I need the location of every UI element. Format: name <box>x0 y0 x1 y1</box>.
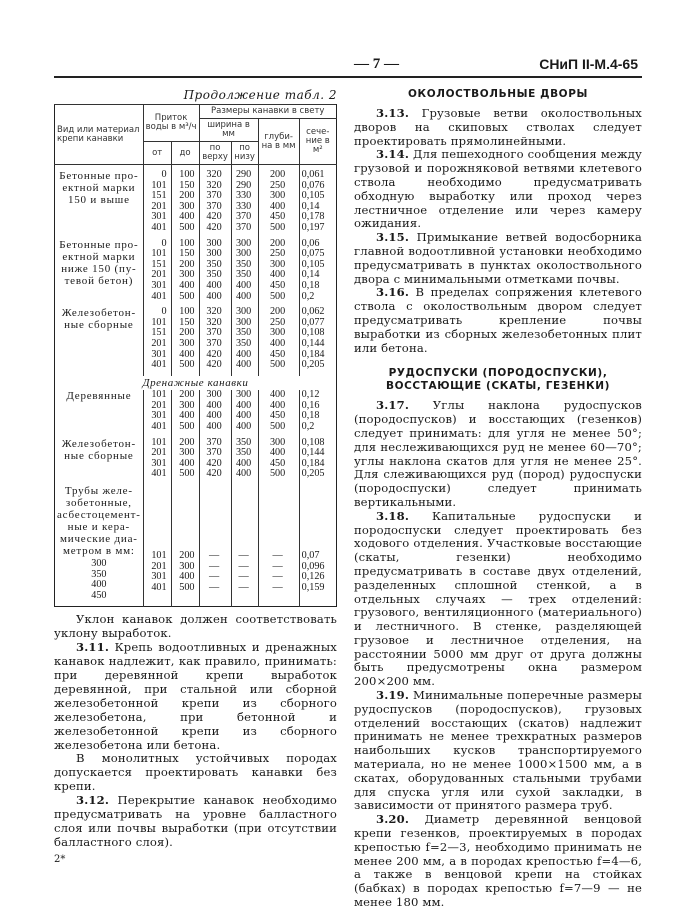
cell-value: 201 <box>151 200 167 212</box>
diameter-value: 300 <box>91 558 107 570</box>
inflow-to-cell <box>171 390 199 432</box>
gap-cell <box>55 601 144 607</box>
cell-value: 300 <box>235 389 252 401</box>
cell-value: 400 <box>206 421 222 433</box>
cell-value: 0,07 <box>301 550 320 562</box>
width-top-cell <box>199 307 231 371</box>
width-bottom-cell <box>231 170 258 234</box>
cell-value: 0 <box>161 169 167 180</box>
cell-value: 450 <box>269 279 286 291</box>
cell-value: 0 <box>161 237 167 249</box>
paragraph-3-16: 3.16. В пределах сопряжения клетевого ствола с околоствольным двором следует предусматривать крепление почвы выработки из сборных железобетонных плит или бетона. <box>354 285 642 355</box>
cell-value: 420 <box>206 221 222 233</box>
cell-value: — <box>272 581 283 593</box>
cell-value: 301 <box>151 571 167 583</box>
cell-value: 201 <box>151 560 167 572</box>
cell-value: 420 <box>206 359 222 371</box>
cell-value: 500 <box>179 468 195 480</box>
paragraph-3-14: 3.14. Для пешеходного сообщения между грузовой и порожняковой ветвями клетевого ствола необходимо предусматривать обходную выработку или проход через лестничное отделение или через камеру ожидания. <box>354 147 642 231</box>
cell-value: 500 <box>179 581 195 593</box>
cell-value: 0,18 <box>301 279 320 291</box>
section-cell <box>299 438 336 480</box>
clause-number: 3.11. <box>76 640 110 655</box>
cell-value: 500 <box>179 359 195 371</box>
col-header-width: ширина в мм <box>199 119 258 142</box>
cell-value: 450 <box>269 348 286 360</box>
cell-value: 200 <box>179 389 195 401</box>
cell-value: 400 <box>206 410 222 422</box>
cell-value: 500 <box>269 290 286 302</box>
width-top-cell <box>199 438 231 480</box>
cell-value: 0,06 <box>301 237 320 249</box>
cell-value: 150 <box>179 248 195 260</box>
cell-value: 400 <box>179 457 195 469</box>
cell-value: 400 <box>235 468 252 480</box>
cell-value: 350 <box>235 269 252 281</box>
page-number: — 7 — <box>354 56 399 72</box>
cell-value: 290 <box>235 179 252 191</box>
depth-cell <box>258 390 299 432</box>
cell-value: 201 <box>151 447 167 459</box>
cell-value: 200 <box>269 169 286 180</box>
table-body <box>55 165 337 607</box>
cell-value: 300 <box>206 248 222 260</box>
cell-value: 301 <box>151 410 167 422</box>
paragraph-3-12: 3.12. Перекрытие канавок необходимо предусматривать на уровне балластного слоя или почвы выработки (при отсутствии балластного слоя). <box>54 793 337 849</box>
paragraph-3-11: 3.11. Крепь водоотливных и дренажных канавок надлежит, как правило, принимать: при деревянной крепи выработок деревянной, при стальной или сборной железобетонной крепи из сборного железобетона, при бетонной и железобетонной крепи из сборного железобетона или бетона. <box>54 640 337 752</box>
cell-value: 0,184 <box>301 457 325 469</box>
cell-value: 350 <box>235 337 252 349</box>
cell-value: 320 <box>206 169 222 180</box>
cell-value: 370 <box>235 221 252 233</box>
cell-value: 400 <box>269 337 286 349</box>
cell-value: 370 <box>206 190 222 202</box>
inflow-from-cell <box>143 307 171 371</box>
inflow-to-cell <box>171 307 199 371</box>
cell-value: 100 <box>179 169 195 180</box>
cell-value: 0,075 <box>301 248 325 260</box>
cell-value: — <box>272 571 283 583</box>
cell-value: 0,076 <box>301 179 325 191</box>
section-heading-ore-passes: РУДОСПУСКИ (ПОРОДОСПУСКИ), ВОССТАЮЩИЕ (СКАТЫ, ГЕЗЕНКИ) <box>385 367 611 393</box>
cell-value: 370 <box>206 200 222 212</box>
cell-value: 370 <box>206 337 222 349</box>
cell-value: 300 <box>179 447 195 459</box>
cell-value: — <box>208 560 220 572</box>
cell-value: 0,197 <box>301 221 325 233</box>
cell-value: 0,126 <box>301 571 325 583</box>
cell-value: 0,178 <box>301 211 325 223</box>
cell-value: 300 <box>235 248 252 260</box>
cell-value: 200 <box>269 237 286 249</box>
width-top-cell <box>199 390 231 432</box>
table-row-group <box>55 438 337 480</box>
cell-value: 350 <box>235 258 252 270</box>
col-header-bottom: по низу <box>231 142 258 165</box>
table-row-group <box>55 390 337 432</box>
cell-value: 400 <box>206 290 222 302</box>
inflow-to-cell <box>171 170 199 234</box>
table-row-group <box>55 485 337 601</box>
cell-value: 151 <box>151 258 167 270</box>
inflow-to-cell <box>171 438 199 480</box>
drainage-section-title: Дренажные канавки <box>55 376 337 391</box>
cell-value: 250 <box>269 248 286 260</box>
cell-value: 370 <box>235 211 252 223</box>
cell-value: 400 <box>269 447 286 459</box>
cell-value: 300 <box>206 389 222 401</box>
cell-value: 400 <box>179 410 195 422</box>
table-row-group <box>55 307 337 371</box>
section-cell <box>299 170 336 234</box>
cell-value: 400 <box>235 279 252 291</box>
paragraph-3-18: 3.18. Капитальные рудоспуски и породоспуски следует проектировать без ходового отделения. Участковые восстающие (скаты, гезенки) необходимо предусматривать в составе двух отделений, разделенных сплошной стенкой, а в отдельных случаях — трех отделений: грузового, вентиляционного (материального) и лестничного. В стенке, разделяющей грузовое и лестничное отделения, на расстоянии 5000 мм друг от друга должны быть предусмотрены окна размером 200×200 мм. <box>354 508 642 689</box>
cell-value: 500 <box>269 221 286 233</box>
cell-value: 151 <box>151 190 167 202</box>
cell-value: 400 <box>235 399 252 411</box>
paragraph-3-19: 3.19. Минимальные поперечные размеры рудоспусков (породоспусков), грузовых отделений восстающих (скатов) надлежит принимать не менее трехкратных размеров наибольших кусков транспортируемого материала, но не менее 1000×1500 мм, а в скатах, оборудованных стальными трубами для спуска угля или сухой закладки, в зависимости от принятого размера труб. <box>354 688 642 813</box>
cell-value: 400 <box>235 348 252 360</box>
paragraph-3-17: 3.17. Углы наклона рудоспусков (породоспусков) и восстающих (гезенков) следует принимать: для угля не менее 50°; для неслеживающихся руд не менее 60—70°; углы наклона скатов для угля не менее 25°. Для слеживающихся руд (пород) рудоспуски (породоспуски) следует принимать вертикальными. <box>354 398 642 509</box>
section-row-drainage <box>55 376 337 391</box>
cell-value: 0,144 <box>301 447 325 459</box>
width-bottom-cell <box>231 239 258 303</box>
cell-value: 0,159 <box>301 581 325 593</box>
cell-value: 400 <box>269 200 286 212</box>
diameter-value: 350 <box>91 568 107 580</box>
cell-value: 401 <box>151 468 167 480</box>
diameter-value: 400 <box>91 579 107 591</box>
cell-value: 400 <box>179 348 195 360</box>
cell-value: 330 <box>235 200 252 212</box>
cell-value: 300 <box>179 200 195 212</box>
cell-value: 500 <box>179 421 195 433</box>
cell-value: 500 <box>269 359 286 371</box>
inflow-from-cell <box>143 485 171 601</box>
gap-cell <box>199 601 231 607</box>
col-header-dimensions: Размеры канавки в свету <box>199 105 337 119</box>
depth-cell <box>258 485 299 601</box>
cell-value: 400 <box>235 359 252 371</box>
cell-value: 0,105 <box>301 258 325 270</box>
drainage-table <box>54 104 337 607</box>
gap-cell <box>171 601 199 607</box>
cell-value: 200 <box>179 436 195 448</box>
width-bottom-cell <box>231 390 258 432</box>
cell-value: 200 <box>179 190 195 202</box>
cell-value: 320 <box>206 306 222 318</box>
cell-value: 500 <box>269 468 286 480</box>
cell-value: 330 <box>235 190 252 202</box>
depth-cell <box>258 438 299 480</box>
cell-value: 300 <box>179 337 195 349</box>
inflow-from-cell <box>143 239 171 303</box>
cell-value: 401 <box>151 359 167 371</box>
cell-value: 400 <box>269 399 286 411</box>
inflow-from-cell <box>143 438 171 480</box>
cell-value: 400 <box>206 399 222 411</box>
cell-value: 101 <box>151 248 167 260</box>
cell-value: 0,12 <box>301 389 320 401</box>
width-bottom-cell <box>231 438 258 480</box>
inflow-from-cell <box>143 390 171 432</box>
cell-value: — <box>238 560 249 572</box>
cell-value: 151 <box>151 327 167 339</box>
width-bottom-cell <box>231 307 258 371</box>
cell-value: 101 <box>151 389 167 401</box>
col-header-inflow: Приток воды в м³/ч <box>143 105 199 142</box>
depth-cell <box>258 170 299 234</box>
cell-value: 300 <box>206 237 222 249</box>
cell-value: 400 <box>179 571 195 583</box>
cell-value: — <box>238 550 249 562</box>
cell-value: 500 <box>179 221 195 233</box>
cell-value: 400 <box>269 389 286 401</box>
paragraph-slope: Уклон канавок должен соответствовать уклону выработок. <box>54 612 337 641</box>
cell-value: 200 <box>179 327 195 339</box>
section-heading-shaft-yards: ОКОЛОСТВОЛЬНЫЕ ДВОРЫ <box>408 88 588 100</box>
cell-value: 400 <box>179 211 195 223</box>
col-header-from: от <box>143 142 171 165</box>
cell-value: 300 <box>179 560 195 572</box>
width-top-cell <box>199 239 231 303</box>
col-header-section: сече- ние в м² <box>299 119 336 165</box>
cell-value: 300 <box>235 306 252 318</box>
left-column <box>54 88 337 865</box>
page-header <box>54 56 642 78</box>
cell-value: 0 <box>161 306 167 318</box>
diameter-value: 450 <box>91 589 107 601</box>
cell-value: 350 <box>206 258 222 270</box>
cell-value: 300 <box>269 436 286 448</box>
cell-value: 0,108 <box>301 436 325 448</box>
cell-value: 420 <box>206 457 222 469</box>
cell-value: 350 <box>235 447 252 459</box>
right-column <box>354 88 642 910</box>
cell-value: 101 <box>151 436 167 448</box>
cell-value: 320 <box>206 316 222 328</box>
cell-value: — <box>272 550 283 562</box>
cell-value: 150 <box>179 316 195 328</box>
cell-value: 0,061 <box>301 169 325 180</box>
cell-value: 0,144 <box>301 337 325 349</box>
row-label: Железобетон- ные сборные <box>55 307 144 371</box>
col-header-top: по верху <box>199 142 231 165</box>
cell-value: — <box>238 571 249 583</box>
cell-value: 0,077 <box>301 316 325 328</box>
row-label: Железобетон- ные сборные <box>55 438 144 480</box>
cell-value: 201 <box>151 399 167 411</box>
width-top-cell <box>199 485 231 601</box>
cell-value: — <box>208 550 220 562</box>
width-bottom-cell <box>231 485 258 601</box>
inflow-to-cell <box>171 485 199 601</box>
cell-value: 0,062 <box>301 306 325 318</box>
gap-cell <box>143 601 171 607</box>
cell-value: 300 <box>235 237 252 249</box>
cell-value: 101 <box>151 179 167 191</box>
cell-value: 400 <box>235 457 252 469</box>
cell-value: 201 <box>151 269 167 281</box>
width-top-cell <box>199 170 231 234</box>
document-code: СНиП II-М.4-65 <box>539 56 638 72</box>
cell-value: 0,14 <box>301 200 320 212</box>
cell-value: 350 <box>235 436 252 448</box>
cell-value: 401 <box>151 581 167 593</box>
cell-value: 300 <box>179 269 195 281</box>
cell-value: 301 <box>151 211 167 223</box>
cell-value: 400 <box>235 290 252 302</box>
cell-value: 500 <box>269 421 286 433</box>
paragraph-3-13: 3.13. Грузовые ветви околоствольных дворов на скиповых стволах следует проектировать прямолинейными. <box>354 106 642 148</box>
cell-value: 0,2 <box>301 290 315 302</box>
signature-mark: 2* <box>54 853 66 865</box>
cell-value: 300 <box>269 327 286 339</box>
cell-value: 301 <box>151 279 167 291</box>
section-cell <box>299 485 336 601</box>
cell-value: 100 <box>179 306 195 318</box>
cell-value: 420 <box>206 211 222 223</box>
cell-value: 200 <box>179 258 195 270</box>
cell-value: 0,18 <box>301 410 320 422</box>
col-header-material: Вид или материал крепи канавки <box>55 105 144 165</box>
section-cell <box>299 239 336 303</box>
cell-value: 150 <box>179 179 195 191</box>
cell-value: 300 <box>235 316 252 328</box>
gap-cell <box>258 601 299 607</box>
cell-value: 370 <box>206 447 222 459</box>
cell-value: 370 <box>206 327 222 339</box>
cell-value: 450 <box>269 457 286 469</box>
paragraph-monolithic: В монолитных устойчивых породах допускается проектировать канавки без крепи. <box>54 751 337 794</box>
cell-value: 200 <box>179 550 195 562</box>
cell-value: 400 <box>235 421 252 433</box>
cell-value: 0,096 <box>301 560 325 572</box>
cell-value: 400 <box>206 279 222 291</box>
gap-cell <box>231 601 258 607</box>
cell-value: 370 <box>206 436 222 448</box>
cell-value: 400 <box>269 269 286 281</box>
cell-value: 200 <box>269 306 286 318</box>
cell-value: 0,105 <box>301 190 325 202</box>
table-row-group <box>55 239 337 303</box>
cell-value: 0,16 <box>301 399 320 411</box>
cell-value: 300 <box>269 258 286 270</box>
section-cell <box>299 390 336 432</box>
cell-value: 401 <box>151 290 167 302</box>
cell-value: — <box>208 571 220 583</box>
cell-value: 101 <box>151 316 167 328</box>
cell-value: 250 <box>269 179 286 191</box>
cell-value: 250 <box>269 316 286 328</box>
col-header-depth: глуби- на в мм <box>258 119 299 165</box>
cell-value: 0,14 <box>301 269 320 281</box>
cell-value: 401 <box>151 421 167 433</box>
paragraph-3-15: 3.15. Примыкание ветвей водосборника главной водоотливной установки необходимо предусматривать в пунктах околоствольного двора с минимальными отметками почвы. <box>354 230 642 286</box>
cell-value: 450 <box>269 211 286 223</box>
cell-value: 101 <box>151 550 167 562</box>
cell-value: 201 <box>151 337 167 349</box>
section-cell <box>299 307 336 371</box>
inflow-from-cell <box>143 170 171 234</box>
cell-value: 320 <box>206 179 222 191</box>
cell-value: 400 <box>179 279 195 291</box>
paragraph-3-20: 3.20. Диаметр деревянной венцовой крепи гезенков, проектируемых в породах крепостью f=2—3, необходимо принимать не менее 200 мм, а в породах крепостью f=4—6, а также в венцовой крепи на стойках (бабках) в породах крепостью f=7—9 — не менее 180 мм. <box>354 812 642 910</box>
depth-cell <box>258 307 299 371</box>
clause-number: 3.12. <box>76 793 110 808</box>
cell-value: 0,108 <box>301 327 325 339</box>
cell-value: 290 <box>235 169 252 180</box>
inflow-to-cell <box>171 239 199 303</box>
row-label: Деревянные <box>55 390 144 432</box>
table-row-group <box>55 170 337 234</box>
row-label: Бетонные про- ектной марки ниже 150 (пу- тевой бетон) <box>55 239 144 303</box>
row-label: Трубы желе- зобетонные, асбестоцемент- ные и кера- мические диа- метром в мм: 300 350 400 450 <box>55 485 144 601</box>
cell-value: 300 <box>179 399 195 411</box>
cell-value: 100 <box>179 237 195 249</box>
depth-cell <box>258 239 299 303</box>
cell-value: 500 <box>179 290 195 302</box>
cell-value: 0,205 <box>301 359 325 371</box>
cell-value: 0,184 <box>301 348 325 360</box>
cell-value: 301 <box>151 457 167 469</box>
cell-value: 0,2 <box>301 421 315 433</box>
table-caption: Продолжение табл. 2 <box>183 88 337 102</box>
cell-value: 300 <box>269 190 286 202</box>
cell-value: — <box>208 581 220 593</box>
col-header-to: до <box>171 142 199 165</box>
cell-value: — <box>272 560 283 572</box>
cell-value: 350 <box>235 327 252 339</box>
cell-value: 401 <box>151 221 167 233</box>
cell-value: 350 <box>206 269 222 281</box>
cell-value: 400 <box>235 410 252 422</box>
cell-value: 420 <box>206 348 222 360</box>
cell-value: 301 <box>151 348 167 360</box>
gap-cell <box>299 601 336 607</box>
cell-value: 420 <box>206 468 222 480</box>
row-label: Бетонные про- ектной марки 150 и выше <box>55 170 144 234</box>
cell-value: — <box>238 581 249 593</box>
cell-value: 0,205 <box>301 468 325 480</box>
cell-value: 450 <box>269 410 286 422</box>
